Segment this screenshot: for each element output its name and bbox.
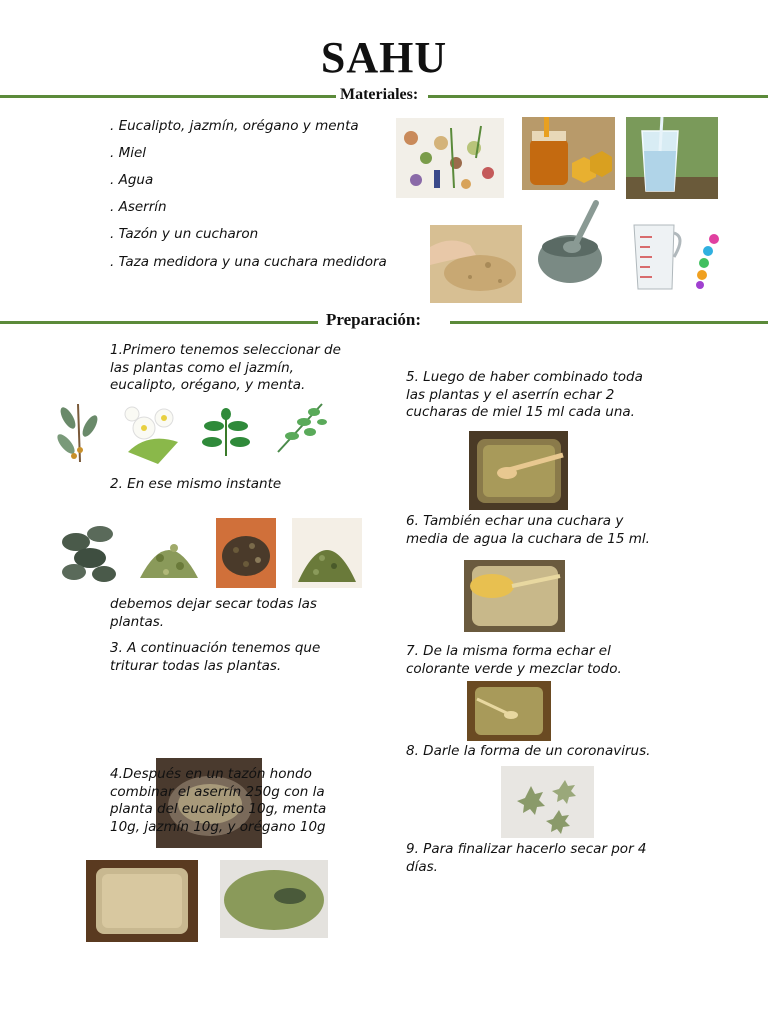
- step-7: 7. De la misma forma echar el colorante verde y mezclar todo.: [406, 643, 622, 677]
- honey-photo: [522, 117, 615, 190]
- honey-mix-photo: [469, 431, 568, 510]
- material-item-honey: . Miel: [110, 145, 147, 161]
- material-item-measuring: . Taza medidora y una cuchara medidora: [110, 254, 387, 270]
- herbs-photo: [396, 118, 504, 198]
- step-9: 9. Para finalizar hacerlo secar por 4 días.: [406, 841, 647, 875]
- oregano-illustration: [200, 406, 252, 460]
- jasmine-illustration: [118, 402, 188, 468]
- sawdust-tray-photo: [86, 860, 198, 942]
- step-4: 4.Después en un tazón hondo combinar el aserrín 250g con la planta del eucalipto 10g, menta 10g, jazmín 10g, y orégano 10g: [110, 766, 327, 835]
- step-2-continued: debemos dejar secar todas las plantas.: [110, 596, 317, 630]
- step-2: 2. En ese mismo instante: [110, 476, 282, 492]
- material-item-plants: . Eucalipto, jazmín, orégano y menta: [110, 118, 359, 134]
- step-6: 6. También echar una cuchara y media de agua la cuchara de 15 ml.: [406, 513, 650, 547]
- materials-heading: Materiales:: [336, 86, 422, 104]
- divider-materials-right: [428, 95, 768, 98]
- material-item-sawdust: . Aserrín: [110, 199, 167, 215]
- water-glass-photo: [626, 117, 718, 199]
- bowl-spoon-photo: [536, 197, 608, 291]
- measuring-cup-photo: [626, 217, 730, 295]
- dried-oregano-photo: [292, 518, 362, 588]
- dried-eucalyptus-photo: [56, 512, 122, 590]
- page-title: SAHU: [320, 33, 448, 82]
- sawdust-photo: [430, 225, 522, 303]
- material-item-water: . Agua: [110, 172, 154, 188]
- eucalyptus-illustration: [50, 400, 106, 466]
- dried-mint-photo: [134, 518, 204, 584]
- step-1: 1.Primero tenemos seleccionar de las plantas como el jazmín, eucalipto, orégano, y menta.: [110, 342, 341, 393]
- divider-materials-left: [0, 95, 340, 98]
- step-8: 8. Darle la forma de un coronavirus.: [406, 743, 651, 759]
- water-spoon-photo: [464, 560, 565, 632]
- green-color-mix-photo: [467, 681, 551, 741]
- mint-illustration: [270, 398, 332, 456]
- green-mix-photo: [220, 860, 328, 938]
- step-3: 3. A continuación tenemos que triturar todas las plantas.: [110, 640, 321, 674]
- divider-preparation-right: [450, 321, 768, 324]
- material-item-bowl: . Tazón y un cucharon: [110, 226, 259, 242]
- dried-jasmine-photo: [216, 518, 276, 588]
- step-5: 5. Luego de haber combinado toda las plantas y el aserrín echar 2 cucharas de miel 15 ml cada una.: [406, 369, 643, 420]
- coronavirus-shapes-photo: [501, 766, 594, 838]
- preparation-heading: Preparación:: [322, 310, 425, 330]
- divider-preparation-left: [0, 321, 318, 324]
